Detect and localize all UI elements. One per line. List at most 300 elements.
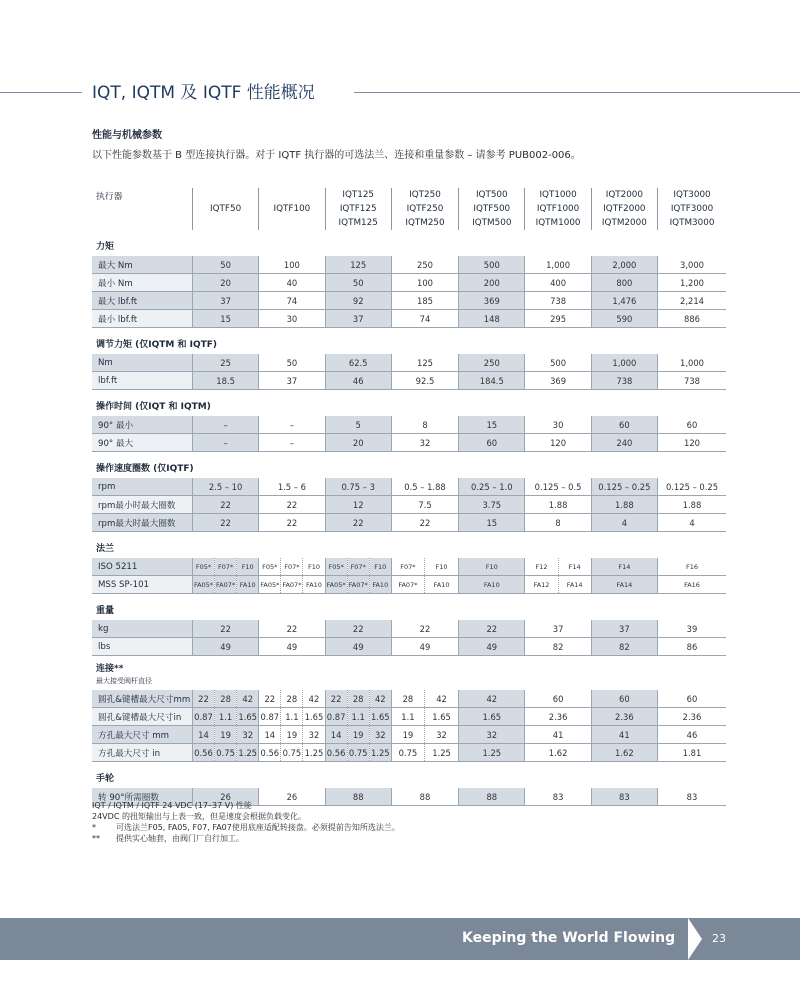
cell-value: FA05* <box>192 576 214 594</box>
row-label: 最大 lbf.ft <box>92 292 192 310</box>
row-label: 90° 最小 <box>92 416 192 434</box>
cell-value: 41 <box>525 726 591 744</box>
cell-value: 37 <box>325 310 391 328</box>
cell-value: 369 <box>459 292 525 310</box>
cell-value: 1.1 <box>281 708 303 726</box>
cell-value: 20 <box>192 274 258 292</box>
cell-value: 40 <box>259 274 325 292</box>
column-header: IQT500 <box>459 188 525 202</box>
cell-value: 148 <box>459 310 525 328</box>
cell-value: 1.25 <box>459 744 525 762</box>
cell-value: 250 <box>391 256 458 274</box>
cell-value: 0.75 <box>391 744 424 762</box>
row-label: 最大 Nm <box>92 256 192 274</box>
cell-value: 22 <box>259 620 325 638</box>
cell-value: 37 <box>525 620 591 638</box>
cell-value: F05* <box>325 558 347 576</box>
cell-value: 49 <box>259 638 325 656</box>
cell-value: F07* <box>281 558 303 576</box>
cell-value: 1.65 <box>424 708 458 726</box>
cell-value: 185 <box>391 292 458 310</box>
cell-value: 92 <box>325 292 391 310</box>
section-header-row <box>92 532 726 559</box>
cell-value: 1.25 <box>303 744 325 762</box>
cell-value: 83 <box>658 788 726 806</box>
cell-value: 50 <box>192 256 258 274</box>
cell-value: 400 <box>525 274 591 292</box>
cell-value: 8 <box>391 416 458 434</box>
section-title <box>92 762 726 789</box>
cell-value: – <box>259 416 325 434</box>
section-header-row <box>92 452 726 479</box>
cell-value: 74 <box>259 292 325 310</box>
cell-value: F14 <box>558 558 591 576</box>
cell-value: 60 <box>591 690 657 708</box>
cell-value: FA05* <box>325 576 347 594</box>
section-title-text: 手轮 <box>96 774 115 784</box>
cell-value: 18.5 <box>192 372 258 390</box>
cell-value: 4 <box>658 514 726 532</box>
cell-value: 82 <box>591 638 657 656</box>
cell-value: 88 <box>325 788 391 806</box>
cell-value: F14 <box>591 558 657 576</box>
row-label: 最小 Nm <box>92 274 192 292</box>
cell-value: 14 <box>259 726 281 744</box>
cell-value: 0.75 <box>215 744 237 762</box>
section-header-row <box>92 656 726 691</box>
section-title-text: 调节力矩 (仅IQTM 和 IQTF) <box>96 340 218 350</box>
cell-value: FA07* <box>391 576 424 594</box>
column-header <box>192 216 258 230</box>
cell-value: 22 <box>259 690 281 708</box>
table-row <box>92 726 726 744</box>
table-row <box>92 478 726 496</box>
footnote-24vdc-text: 24VDC 的扭矩输出与上表一致，但是速度会根据负载变化。 <box>92 812 306 821</box>
intro-text: 以下性能参数基于 B 型连接执行器。对于 IQTF 执行器的可选法兰、连接和重量参数 – 请参考 PUB002-006。 <box>92 150 581 161</box>
cell-value: 2,000 <box>591 256 657 274</box>
column-header: IQT1000 <box>525 188 591 202</box>
footnote-24vdc-title: IQT / IQTM / IQTF 24 VDC (17–37 V) 性能 <box>92 801 252 810</box>
column-header: IQTF250 <box>391 202 458 216</box>
section-title-text: 操作时间 (仅IQT 和 IQTM) <box>96 402 211 412</box>
cell-value: 500 <box>525 354 591 372</box>
table-header-spacer <box>92 202 192 216</box>
cell-value: 12 <box>325 496 391 514</box>
footnote-mark: * <box>92 823 96 832</box>
table-row <box>92 744 726 762</box>
cell-value: F05* <box>192 558 214 576</box>
section-title <box>92 656 726 691</box>
table-row <box>92 558 726 576</box>
cell-value: 1.88 <box>591 496 657 514</box>
row-label: 圆孔&键槽最大尺寸mm <box>92 690 192 708</box>
cell-value: 74 <box>391 310 458 328</box>
cell-value: 82 <box>525 638 591 656</box>
column-header: IQT2000 <box>591 188 657 202</box>
footnote-flange <box>92 822 400 833</box>
cell-value: FA16 <box>658 576 726 594</box>
row-label: 90° 最大 <box>92 434 192 452</box>
cell-value: 22 <box>325 620 391 638</box>
table-header-row <box>92 188 726 202</box>
cell-value: 88 <box>459 788 525 806</box>
cell-value: 15 <box>459 514 525 532</box>
cell-value: 0.5 – 1.88 <box>391 478 458 496</box>
section-title <box>92 452 726 479</box>
chevron-right-icon <box>688 918 702 960</box>
cell-value: 42 <box>459 690 525 708</box>
cell-value: 2.36 <box>591 708 657 726</box>
cell-value: 42 <box>424 690 458 708</box>
cell-value: 22 <box>192 496 258 514</box>
cell-value: 49 <box>192 638 258 656</box>
cell-value: – <box>192 416 258 434</box>
cell-value: 1.65 <box>459 708 525 726</box>
cell-value: 738 <box>591 372 657 390</box>
cell-value: 15 <box>192 310 258 328</box>
section-title <box>92 532 726 559</box>
table-header-label: 执行器 <box>96 191 123 202</box>
column-header: IQT3000 <box>658 188 726 202</box>
cell-value: 1.25 <box>237 744 259 762</box>
cell-value: 22 <box>192 620 258 638</box>
cell-value: FA07* <box>281 576 303 594</box>
cell-value: FA14 <box>591 576 657 594</box>
cell-value: 14 <box>192 726 214 744</box>
footer-slogan: Keeping the World Flowing <box>462 930 676 946</box>
row-label: lbs <box>92 638 192 656</box>
cell-value: F07* <box>347 558 369 576</box>
cell-value: 22 <box>259 496 325 514</box>
table-row <box>92 274 726 292</box>
cell-value: 28 <box>281 690 303 708</box>
section-title-text: 法兰 <box>96 544 115 554</box>
page-number: 23 <box>712 932 726 945</box>
table-row <box>92 708 726 726</box>
cell-value: 0.75 <box>281 744 303 762</box>
column-header: IQTF50 <box>192 202 258 216</box>
cell-value: 1.88 <box>525 496 591 514</box>
cell-value: 500 <box>459 256 525 274</box>
cell-value: FA05* <box>259 576 281 594</box>
cell-value: 60 <box>459 434 525 452</box>
row-label: ISO 5211 <box>92 558 192 576</box>
cell-value: 83 <box>525 788 591 806</box>
column-header: IQTM1000 <box>525 216 591 230</box>
cell-value: 1.25 <box>424 744 458 762</box>
cell-value: FA10 <box>424 576 458 594</box>
cell-value: 22 <box>259 514 325 532</box>
column-header: IQT125 <box>325 188 391 202</box>
column-header: IQTF1000 <box>525 202 591 216</box>
cell-value: 2.36 <box>525 708 591 726</box>
section-title <box>92 594 726 621</box>
table-row <box>92 416 726 434</box>
footnotes <box>92 800 400 844</box>
cell-value: 46 <box>658 726 726 744</box>
cell-value: 0.56 <box>325 744 347 762</box>
column-header: IQTF100 <box>259 202 325 216</box>
cell-value: 1,000 <box>658 354 726 372</box>
table-row <box>92 292 726 310</box>
table-row <box>92 496 726 514</box>
table-row <box>92 514 726 532</box>
table-row <box>92 372 726 390</box>
cell-value: 295 <box>525 310 591 328</box>
cell-value: 886 <box>658 310 726 328</box>
row-label: 圆孔&键槽最大尺寸in <box>92 708 192 726</box>
cell-value: 1.5 – 6 <box>259 478 325 496</box>
section-header-row <box>92 390 726 417</box>
cell-value: 1,200 <box>658 274 726 292</box>
column-header: IQTM500 <box>459 216 525 230</box>
column-header: IQTM125 <box>325 216 391 230</box>
cell-value: 22 <box>192 514 258 532</box>
section-header-row <box>92 230 726 256</box>
column-header: IQTF125 <box>325 202 391 216</box>
cell-value: 19 <box>215 726 237 744</box>
table-header-row <box>92 202 726 216</box>
cell-value: 25 <box>192 354 258 372</box>
header-rule-right <box>354 92 800 93</box>
cell-value: 590 <box>591 310 657 328</box>
cell-value: 32 <box>303 726 325 744</box>
cell-value: 28 <box>347 690 369 708</box>
cell-value: F10 <box>303 558 325 576</box>
cell-value: 26 <box>192 788 258 806</box>
table-row <box>92 310 726 328</box>
cell-value: 0.56 <box>259 744 281 762</box>
cell-value: 100 <box>391 274 458 292</box>
cell-value: 1.88 <box>658 496 726 514</box>
cell-value: 738 <box>658 372 726 390</box>
table-row <box>92 354 726 372</box>
footnote-text: 提供实心轴套，由阀门厂自行加工。 <box>116 834 244 843</box>
row-label: rpm最小时最大圈数 <box>92 496 192 514</box>
section-note: 最大接受阀杆直径 <box>96 677 152 685</box>
cell-value: F05* <box>259 558 281 576</box>
cell-value: 37 <box>259 372 325 390</box>
table-row <box>92 434 726 452</box>
column-header: IQTF2000 <box>591 202 657 216</box>
cell-value: 2.5 – 10 <box>192 478 258 496</box>
row-label: 方孔最大尺寸 in <box>92 744 192 762</box>
cell-value: 62.5 <box>325 354 391 372</box>
column-header: IQTM2000 <box>591 216 657 230</box>
table-row <box>92 690 726 708</box>
cell-value: 28 <box>215 690 237 708</box>
cell-value: 0.75 – 3 <box>325 478 391 496</box>
cell-value: 3,000 <box>658 256 726 274</box>
cell-value: 49 <box>459 638 525 656</box>
column-header: IQTF3000 <box>658 202 726 216</box>
column-header: IQTF500 <box>459 202 525 216</box>
cell-value: 49 <box>391 638 458 656</box>
cell-value: 125 <box>325 256 391 274</box>
cell-value: 1.81 <box>658 744 726 762</box>
cell-value: 1.1 <box>215 708 237 726</box>
cell-value: 32 <box>391 434 458 452</box>
cell-value: 0.87 <box>192 708 214 726</box>
row-label: lbf.ft <box>92 372 192 390</box>
cell-value: FA10 <box>369 576 391 594</box>
cell-value: 8 <box>525 514 591 532</box>
cell-value: FA12 <box>525 576 558 594</box>
cell-value: 30 <box>525 416 591 434</box>
cell-value: 32 <box>369 726 391 744</box>
cell-value: 120 <box>658 434 726 452</box>
column-header: IQTM3000 <box>658 216 726 230</box>
cell-value: 32 <box>459 726 525 744</box>
cell-value: 200 <box>459 274 525 292</box>
row-label: Nm <box>92 354 192 372</box>
cell-value: 86 <box>658 638 726 656</box>
row-label: kg <box>92 620 192 638</box>
cell-value: 5 <box>325 416 391 434</box>
section-title <box>92 230 726 256</box>
cell-value: 0.125 – 0.25 <box>658 478 726 496</box>
cell-value: 92.5 <box>391 372 458 390</box>
section-title-text: 重量 <box>96 606 115 616</box>
cell-value: 46 <box>325 372 391 390</box>
cell-value: 50 <box>325 274 391 292</box>
row-label: 最小 lbf.ft <box>92 310 192 328</box>
cell-value: 37 <box>591 620 657 638</box>
cell-value: 39 <box>658 620 726 638</box>
row-label: 转 90°所需圈数 <box>92 788 192 806</box>
cell-value: F16 <box>658 558 726 576</box>
cell-value: 32 <box>424 726 458 744</box>
cell-value: 2,214 <box>658 292 726 310</box>
cell-value: 1.62 <box>591 744 657 762</box>
cell-value: 3.75 <box>459 496 525 514</box>
footnote-mark: ** <box>92 834 100 843</box>
cell-value: 184.5 <box>459 372 525 390</box>
cell-value: 0.75 <box>347 744 369 762</box>
cell-value: FA14 <box>558 576 591 594</box>
cell-value: 240 <box>591 434 657 452</box>
cell-value: 26 <box>259 788 325 806</box>
cell-value: 1.1 <box>347 708 369 726</box>
cell-value: F07* <box>391 558 424 576</box>
cell-value: 22 <box>192 690 214 708</box>
section-title <box>92 390 726 417</box>
cell-value: 1,476 <box>591 292 657 310</box>
header-rule-left <box>0 92 82 93</box>
cell-value: 250 <box>459 354 525 372</box>
cell-value: F07* <box>215 558 237 576</box>
cell-value: 0.87 <box>325 708 347 726</box>
cell-value: 1,000 <box>525 256 591 274</box>
cell-value: 30 <box>259 310 325 328</box>
table-header-row <box>92 216 726 230</box>
cell-value: 1.25 <box>369 744 391 762</box>
cell-value: FA07* <box>215 576 237 594</box>
cell-value: 1.65 <box>237 708 259 726</box>
cell-value: 22 <box>325 514 391 532</box>
cell-value: F12 <box>525 558 558 576</box>
cell-value: 15 <box>459 416 525 434</box>
cell-value: 1,000 <box>591 354 657 372</box>
cell-value: F10 <box>237 558 259 576</box>
cell-value: 50 <box>259 354 325 372</box>
cell-value: FA10 <box>237 576 259 594</box>
section-title: 性能与机械参数 <box>92 130 162 141</box>
cell-value: 7.5 <box>391 496 458 514</box>
cell-value: FA10 <box>459 576 525 594</box>
cell-value: 83 <box>591 788 657 806</box>
cell-value: 60 <box>658 690 726 708</box>
page-header <box>0 78 800 106</box>
row-label: rpm <box>92 478 192 496</box>
cell-value: 42 <box>369 690 391 708</box>
section-header-row <box>92 594 726 621</box>
cell-value: 2.36 <box>658 708 726 726</box>
cell-value: 14 <box>325 726 347 744</box>
cell-value: 4 <box>591 514 657 532</box>
cell-value: F10 <box>369 558 391 576</box>
cell-value: 32 <box>237 726 259 744</box>
cell-value: 19 <box>391 726 424 744</box>
cell-value: 22 <box>391 514 458 532</box>
cell-value: 22 <box>391 620 458 638</box>
cell-value: 0.25 – 1.0 <box>459 478 525 496</box>
cell-value: 28 <box>391 690 424 708</box>
cell-value: 738 <box>525 292 591 310</box>
column-header <box>259 188 325 202</box>
footer-band <box>0 918 800 960</box>
table-row <box>92 256 726 274</box>
cell-value: 0.87 <box>259 708 281 726</box>
cell-value: 42 <box>303 690 325 708</box>
cell-value: 60 <box>525 690 591 708</box>
column-header: IQT250 <box>391 188 458 202</box>
cell-value: 42 <box>237 690 259 708</box>
cell-value: FA10 <box>303 576 325 594</box>
cell-value: F10 <box>424 558 458 576</box>
cell-value: 0.125 – 0.5 <box>525 478 591 496</box>
cell-value: 100 <box>259 256 325 274</box>
section-title-text: 连接** <box>96 664 124 674</box>
section-title <box>92 328 726 355</box>
cell-value: 49 <box>325 638 391 656</box>
column-header: IQTM250 <box>391 216 458 230</box>
cell-value: 0.56 <box>192 744 214 762</box>
section-header-row <box>92 328 726 355</box>
section-header-row <box>92 762 726 789</box>
cell-value: 19 <box>347 726 369 744</box>
cell-value: FA07* <box>347 576 369 594</box>
cell-value: 1.65 <box>303 708 325 726</box>
cell-value: 1.62 <box>525 744 591 762</box>
column-header <box>259 216 325 230</box>
cell-value: 37 <box>192 292 258 310</box>
footnote-connection <box>92 833 400 844</box>
row-label: 方孔最大尺寸 mm <box>92 726 192 744</box>
column-header <box>192 188 258 202</box>
cell-value: – <box>192 434 258 452</box>
section-title-text: 力矩 <box>96 242 115 252</box>
cell-value: F10 <box>459 558 525 576</box>
table-row <box>92 620 726 638</box>
footnote-text: 可选法兰F05, FA05, F07, FA07使用底座适配转接盘。必须提前告知所选法兰。 <box>116 823 400 832</box>
cell-value: 19 <box>281 726 303 744</box>
cell-value: 22 <box>459 620 525 638</box>
cell-value: 1.1 <box>391 708 424 726</box>
row-label: rpm最大时最大圈数 <box>92 514 192 532</box>
section-title-text: 操作速度圈数 (仅IQTF) <box>96 464 194 474</box>
cell-value: 369 <box>525 372 591 390</box>
